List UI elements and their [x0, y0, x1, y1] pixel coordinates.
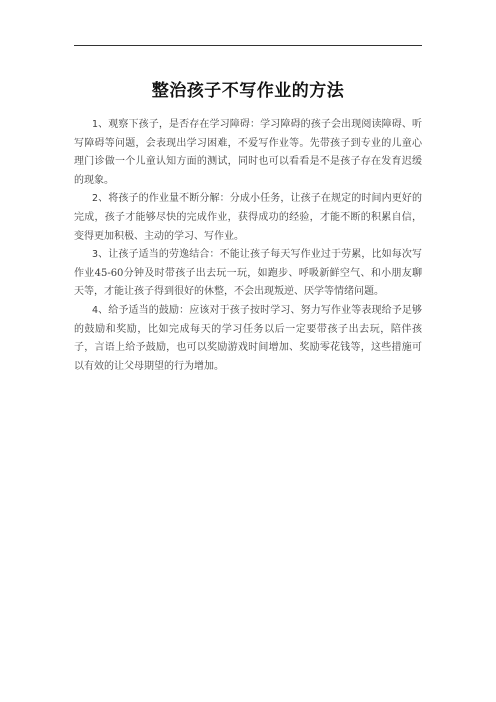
- paragraph-1: [74, 116, 422, 190]
- paragraph-text: 、让孩子适当的劳逸结合：不能让孩子每天写作业过于劳累，比如每次写作业45-60分钟及时带孩子出去玩一玩，如跑步、呼吸新鲜空气、和小朋友聊天等，才能让孩子得到很好的休整，不会出现叛逆、厌学等情绪问题。: [74, 249, 422, 298]
- header-rule: [74, 45, 422, 46]
- paragraph-2: [74, 190, 422, 246]
- paragraph-text: 、观察下孩子，是否存在学习障碍：学习障碍的孩子会出现阅读障碍、听写障碍等问题，会表现出学习困难，不爱写作业等。先带孩子到专业的儿童心理门诊做一个儿童认知方面的测试，同时也可以看看是不是孩子存在发育迟缓的现象。: [74, 119, 422, 186]
- paragraph-3: [74, 246, 422, 302]
- paragraph-number: 4: [92, 304, 99, 316]
- paragraph-text: 、给予适当的鼓励：应该对于孩子按时学习、努力写作业等表现给予足够的鼓励和奖励，比如完成每天的学习任务以后一定要带孩子出去玩，陪伴孩子，言语上给予鼓励，也可以奖励游戏时间增加、奖励零花钱等，这些措施可以有效的让父母期望的行为增加。: [74, 304, 422, 372]
- document-body: [74, 116, 422, 376]
- paragraph-4: [74, 302, 422, 376]
- paragraph-number: 1: [92, 119, 99, 130]
- paragraph-text: 、将孩子的作业量不断分解：分成小任务，让孩子在规定的时间内更好的完成，孩子才能够尽快的完成作业，获得成功的经验，才能不断的积累自信，变得更加积极、主动的学习、写作业。: [74, 193, 422, 242]
- paragraph-number: 2: [92, 193, 99, 205]
- paragraph-number: 3: [92, 249, 99, 261]
- document-title: 整治孩子不写作业的方法: [151, 81, 345, 101]
